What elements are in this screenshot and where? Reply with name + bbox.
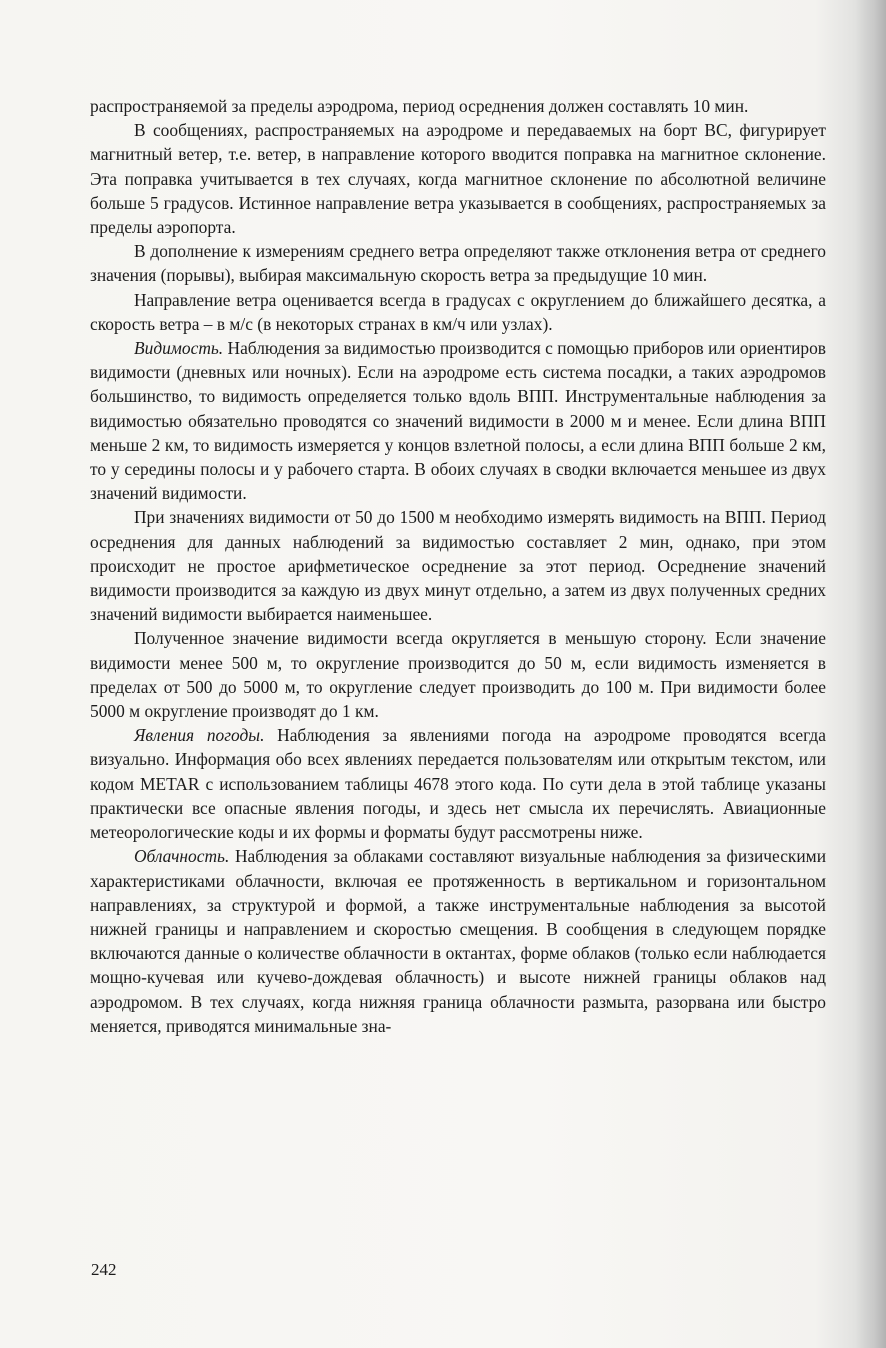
- paragraph: [90, 336, 826, 505]
- paragraph-text: Наблюдения за видимостью производится с помощью приборов или ориентиров видимости (дневных или ночных). Если на аэродроме есть система посадки, а таких аэродромов большинство, то видимость определяется только вдоль ВПП. Инструментальные наблюдения за видимостью обязательно проводятся со значений видимости в 2000 м и менее. Если длина ВПП меньше 2 км, то видимость измеряется у концов взлетной полосы, а если длина ВПП больше 2 км, то у середины полосы и у рабочего старта. В обоих случаях в сводки включается меньшее из двух значений видимости.: [90, 338, 826, 504]
- paragraph: [90, 505, 826, 626]
- paragraph: [90, 844, 826, 1038]
- paragraph-text: Направление ветра оценивается всегда в градусах с округлением до ближайшего десятка, а скорость ветра – в м/с (в некоторых странах в км/ч или узлах).: [90, 289, 826, 334]
- paragraph-text: В дополнение к измерениям среднего ветра определяют также отклонения ветра от среднего значения (порывы), выбирая максимальную скорость ветра за предыдущие 10 мин.: [90, 241, 826, 286]
- paragraph-text: При значениях видимости от 50 до 1500 м необходимо измерять видимость на ВПП. Период осреднения для данных наблюдений за видимостью составляет 2 мин, однако, при этом происходит не простое арифметическое осреднение за этот период. Осреднение значений видимости производится за каждую из двух минут отдельно, а затем из двух полученных средних значений видимости выбирается наименьшее.: [90, 507, 826, 625]
- section-lead: Явления погоды.: [134, 725, 265, 746]
- page-number: 242: [91, 1260, 117, 1279]
- paragraph: [90, 723, 826, 844]
- paragraph: [90, 118, 826, 239]
- section-lead: Облачность.: [134, 846, 230, 867]
- paragraph: [90, 626, 826, 723]
- body-text: [90, 94, 826, 1038]
- section-lead: Видимость.: [134, 338, 224, 359]
- paragraph: [90, 94, 826, 118]
- paragraph-text: Наблюдения за явлениями погода на аэродроме проводятся всегда визуально. Информация обо всех явлениях передается пользователям или открытым текстом, или кодом METAR с использованием таблицы 4678 этого кода. По сути дела в этой таблице указаны практически все опасные явления погоды, и здесь нет смысла их перечислять. Авиационные метеорологические коды и их формы и форматы будут рассмотрены ниже.: [90, 725, 826, 843]
- page-edge-shadow: [856, 0, 886, 1348]
- paragraph-text: Наблюдения за облаками составляют визуальные наблюдения за физическими характеристиками облачности, включая ее протяженность в вертикальном и горизонтальном направлениях, за структурой и формой, а также инструментальные наблюдения за высотой нижней границы и направлением и скоростью смещения. В сообщения в следующем порядке включаются данные о количестве облачности в октантах, форме облаков (только если наблюдается мощно-кучевая или кучево-дождевая облачность) и высоте нижней границы облаков над аэродромом. В тех случаях, когда нижняя граница облачности размыта, разорвана или быстро меняется, приводятся минимальные зна-: [90, 846, 826, 1036]
- paragraph: [90, 239, 826, 287]
- paragraph: [90, 288, 826, 336]
- paragraph-text: распространяемой за пределы аэродрома, период осреднения должен составлять 10 мин.: [90, 96, 749, 116]
- paragraph-text: В сообщениях, распространяемых на аэродроме и передаваемых на борт ВС, фигурирует магнитный ветер, т.е. ветер, в направление которого вводится поправка на магнитное склонение. Эта поправка учитывается в тех случаях, когда магнитное склонение по абсолютной величине больше 5 градусов. Истинное направление ветра указывается в сообщениях, распространяемых за пределы аэропорта.: [90, 120, 826, 238]
- paragraph-text: Полученное значение видимости всегда округляется в меньшую сторону. Если значение видимости менее 500 м, то округление производится до 50 м, если видимость изменяется в пределах от 500 до 5000 м, то округление следует производить до 100 м. При видимости более 5000 м округление производят до 1 км.: [90, 628, 826, 722]
